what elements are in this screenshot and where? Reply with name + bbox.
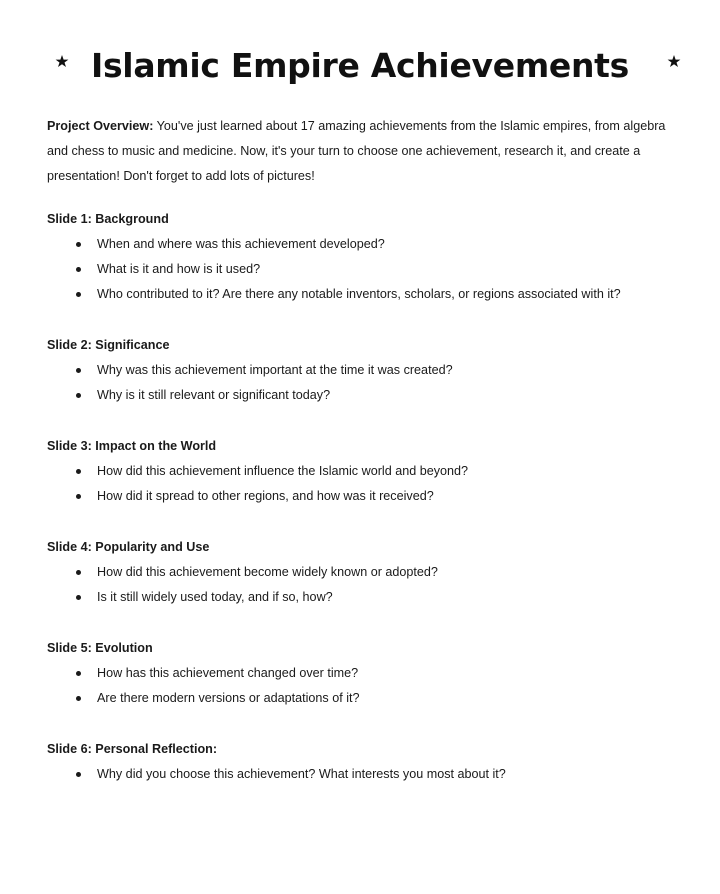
slide-title: Slide 2: Significance xyxy=(47,338,170,352)
slide-section-5 xyxy=(47,636,687,711)
question-list xyxy=(47,232,687,307)
slide-section-2 xyxy=(47,333,687,408)
question-list xyxy=(47,358,687,408)
question-list xyxy=(47,661,687,711)
slide-title: Slide 6: Personal Reflection: xyxy=(47,742,218,756)
question-list xyxy=(47,762,687,787)
slide-section-1 xyxy=(47,207,687,307)
slide-title: Slide 4: Popularity and Use xyxy=(47,540,210,554)
question-item: Are there modern versions or adaptations of it? xyxy=(97,686,687,711)
question-list xyxy=(47,459,687,509)
crescent-star-icon xyxy=(31,42,77,88)
page-title: Islamic Empire Achievements xyxy=(90,45,629,85)
slide-title: Slide 5: Evolution xyxy=(47,641,153,655)
slide-title: Slide 1: Background xyxy=(47,212,169,226)
question-item: How has this achievement changed over time? xyxy=(97,661,687,686)
question-item: How did this achievement become widely known or adopted? xyxy=(97,560,687,585)
document-body xyxy=(47,114,687,787)
overview-text: You've just learned about 17 amazing achievements from the Islamic empires, from algebra and chess to music and medicine. Now, it's your turn to choose one achievement, research it, and create a presentation! Don't forget to add lots of pictures! xyxy=(47,119,666,183)
question-item: Why is it still relevant or significant today? xyxy=(97,383,687,408)
question-item: How did it spread to other regions, and how was it received? xyxy=(97,484,687,509)
question-item: Is it still widely used today, and if so, how? xyxy=(97,585,687,610)
overview-lead: Project Overview: xyxy=(47,119,154,133)
slide-title: Slide 3: Impact on the World xyxy=(47,439,217,453)
title-row xyxy=(0,30,720,100)
project-overview xyxy=(47,114,687,189)
question-item: When and where was this achievement developed? xyxy=(97,232,687,257)
question-item: Who contributed to it? Are there any notable inventors, scholars, or regions associated with it? xyxy=(97,282,687,307)
question-item: Why did you choose this achievement? What interests you most about it? xyxy=(97,762,687,787)
slide-section-4 xyxy=(47,535,687,610)
question-item: How did this achievement influence the Islamic world and beyond? xyxy=(97,459,687,484)
slide-section-3 xyxy=(47,434,687,509)
question-item: What is it and how is it used? xyxy=(97,257,687,282)
question-item: Why was this achievement important at the time it was created? xyxy=(97,358,687,383)
question-list xyxy=(47,560,687,610)
crescent-star-icon xyxy=(643,42,689,88)
slide-section-6 xyxy=(47,737,687,787)
